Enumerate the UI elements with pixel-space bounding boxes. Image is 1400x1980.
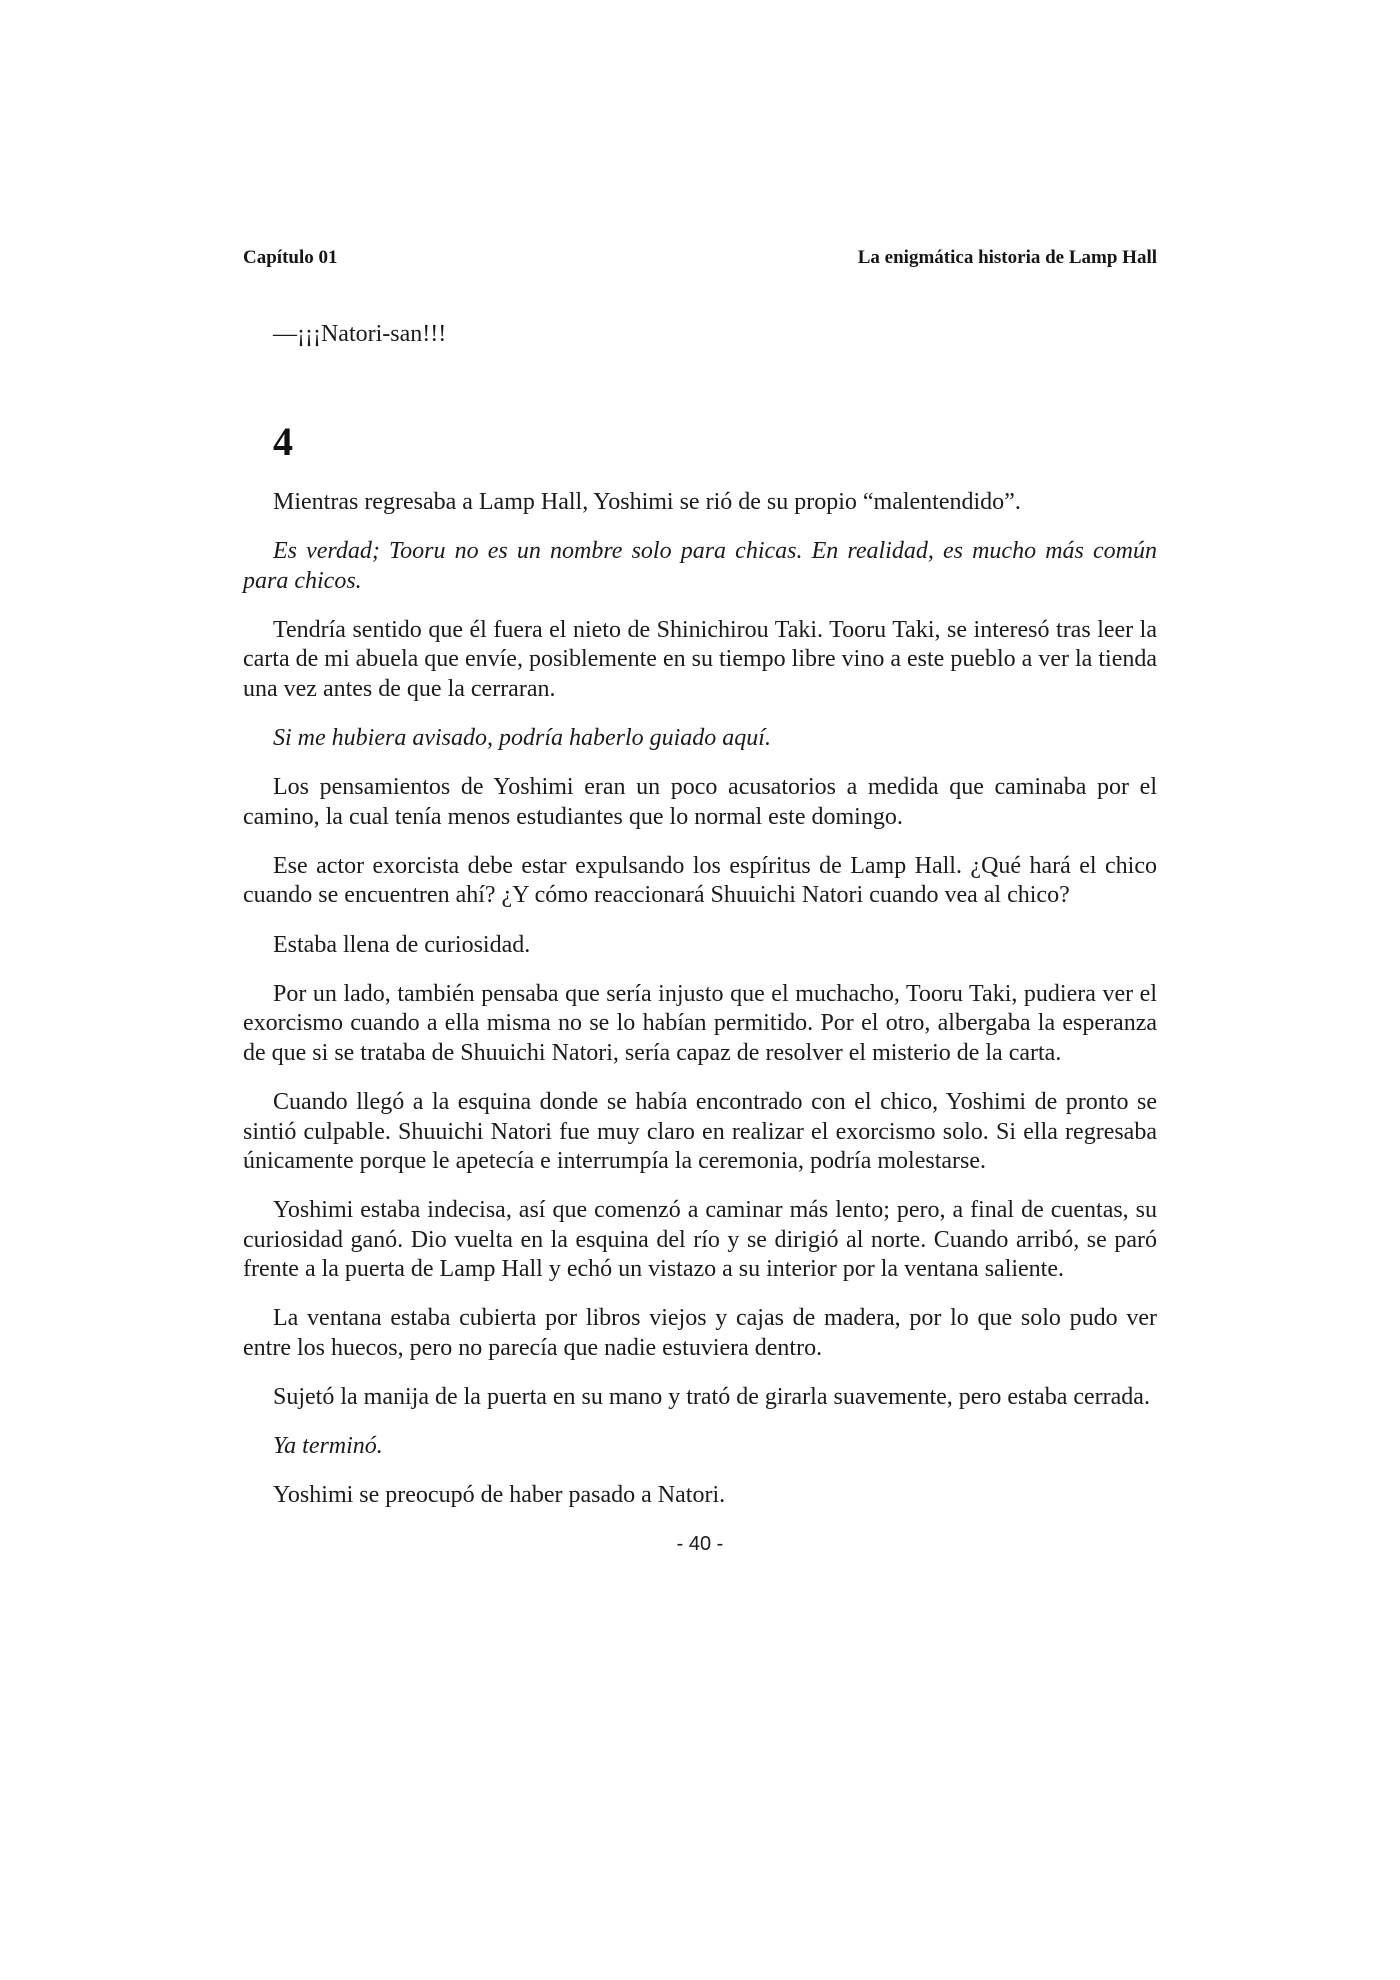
paragraph: Tendría sentido que él fuera el nieto de Shinichirou Taki. Tooru Taki, se interesó tras leer la carta de mi abuela que envíe, posiblemente en su tiempo libre vino a este pueblo a ver la tienda una vez antes de que la cerraran. [243, 616, 1157, 702]
paragraph: Cuando llegó a la esquina donde se había encontrado con el chico, Yoshimi de pronto se sintió culpable. Shuuichi Natori fue muy claro en realizar el exorcismo solo. Si ella regresaba únicamente porque le apetecía e interrumpía la ceremonia, podría molestarse. [243, 1088, 1157, 1175]
running-header [243, 246, 1157, 270]
paragraph-italic-thought: Ya terminó. [273, 1433, 383, 1460]
book-title: La enigmática historia de Lamp Hall [857, 247, 1157, 268]
section-number: 4 [273, 419, 293, 464]
chapter-label: Capítulo 01 [243, 247, 338, 268]
dialogue-line: —¡¡¡Natori-san!!! [273, 321, 447, 347]
paragraph: Los pensamientos de Yoshimi eran un poco acusatorios a medida que caminaba por el camino, la cual tenía menos estudiantes que lo normal este domingo. [243, 774, 1157, 830]
page-content [243, 246, 1157, 1560]
paragraph-italic-thought: Si me hubiera avisado, podría haberlo guiado aquí. [273, 725, 771, 752]
paragraph: La ventana estaba cubierta por libros viejos y cajas de madera, por lo que solo pudo ver entre los huecos, pero no parecía que nadie estuviera dentro. [243, 1305, 1157, 1362]
paragraph: Mientras regresaba a Lamp Hall, Yoshimi se rió de su propio “malentendido”. [273, 489, 1021, 515]
paragraph: Estaba llena de curiosidad. [273, 931, 531, 958]
paragraph: Ese actor exorcista debe estar expulsando los espíritus de Lamp Hall. ¿Qué hará el chico cuando se encuentren ahí? ¿Y cómo reaccionará Shuuichi Natori cuando vea al chico? [243, 852, 1157, 909]
paragraph: Por un lado, también pensaba que sería injusto que el muchacho, Tooru Taki, pudiera ver el exorcismo cuando a ella misma no se lo habían permitido. Por el otro, albergaba la esperanza de que si se trataba de Shuuichi Natori, sería capaz de resolver el misterio de la carta. [243, 980, 1157, 1066]
paragraph: Yoshimi se preocupó de haber pasado a Natori. [273, 1482, 726, 1509]
paragraph: Sujetó la manija de la puerta en su mano y trató de girarla suavemente, pero estaba cerrada. [273, 1384, 1150, 1411]
page-number: - 40 - [676, 1533, 724, 1556]
paragraph-italic-thought: Es verdad; Tooru no es un nombre solo para chicas. En realidad, es mucho más común para chicos. [243, 538, 1157, 594]
paragraph: Yoshimi estaba indecisa, así que comenzó a caminar más lento; pero, a final de cuentas, su curiosidad ganó. Dio vuelta en la esquina del río y se dirigió al norte. Cuando arribó, se paró frente a la puerta de Lamp Hall y echó un vistazo a su interior por la ventana saliente. [243, 1197, 1157, 1283]
